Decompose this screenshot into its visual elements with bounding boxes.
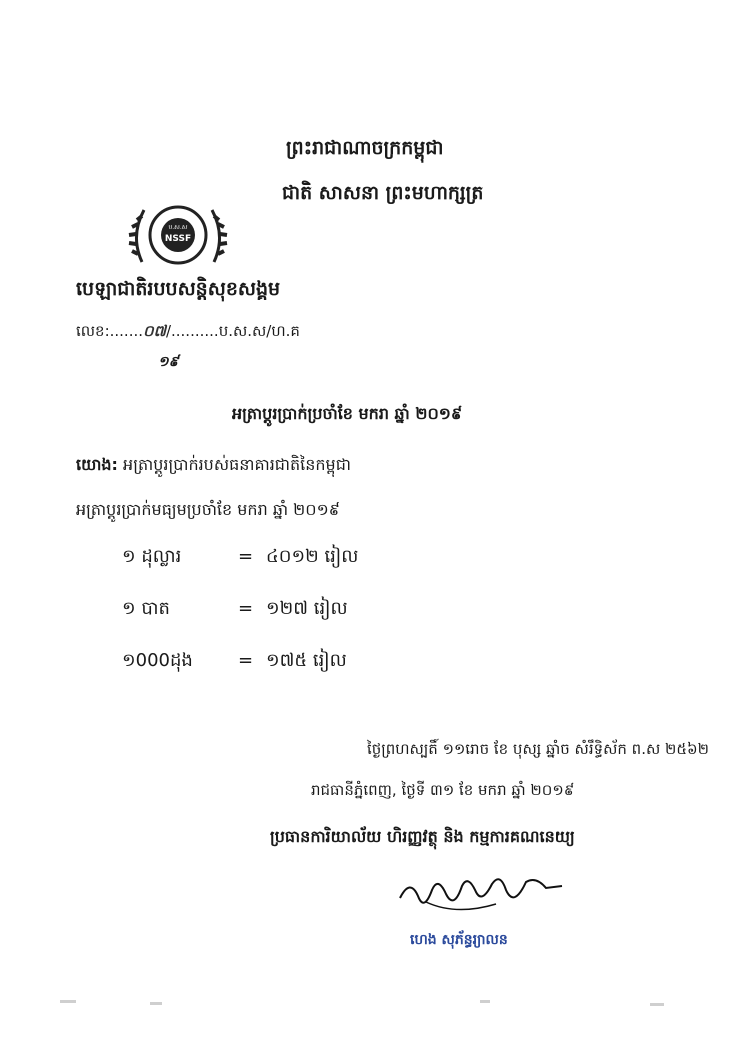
- rate-row-dollar: [122, 544, 358, 571]
- logo-text-bottom: NSSF: [164, 234, 192, 244]
- reference-dots-1: .......: [109, 322, 144, 340]
- basis-lead: យោង:: [76, 455, 118, 474]
- rate-currency: ១ បាត: [122, 598, 170, 619]
- reference-suffix: ប.ស.ស/ហ.គ: [218, 322, 300, 340]
- rate-value: ១២៧ រៀល: [266, 598, 348, 619]
- scan-mark: [650, 1003, 664, 1006]
- average-rate-line: អត្រាប្តូរប្រាក់មធ្យមប្រចាំខែ មករា ឆ្នាំ ២០១៩: [76, 500, 341, 519]
- rate-row-baht: [122, 596, 348, 623]
- basis-line: [76, 454, 351, 478]
- rate-value: ៤០១២ រៀល: [266, 546, 359, 567]
- scan-mark: [480, 1000, 490, 1003]
- signer-title: ប្រធានការិយាល័យ ហិរញ្ញវត្ថុ និង កម្មការគណនេយ្យ: [270, 827, 575, 846]
- rate-equals: =: [238, 598, 254, 619]
- reference-dots-2: /..........: [165, 322, 219, 340]
- institution-name: បេឡាជាតិរបបសន្តិសុខសង្គម: [76, 278, 281, 300]
- basis-text: អត្រាប្តូរប្រាក់របស់ធនាគារជាតិនៃកម្ពុជា: [123, 455, 351, 474]
- lunar-date: ថ្ងៃព្រហស្បតិ៍ ១១រោច ខែ បុស្ស ឆ្នាំច សំរឹទ្ធិស័ក ព.ស ២៥៦២: [367, 740, 709, 758]
- rate-value: ១៧៥ រៀល: [266, 650, 347, 671]
- reference-prefix: លេខ:: [76, 322, 110, 340]
- reference-handwritten-number: ០៧: [143, 322, 166, 340]
- stamp-name: ហេង សុភ័ន្ធរ្យាលន: [410, 932, 508, 948]
- rate-row-dong: [122, 648, 347, 675]
- place-and-date: រាជធានីភ្នំពេញ, ថ្ងៃទី ៣១ ខែ មករា ឆ្នាំ ២០១៩: [311, 781, 575, 799]
- scan-mark: [60, 1000, 76, 1003]
- reference-handwritten-sub: ១៩: [158, 354, 179, 370]
- rate-currency: ១000ដុង: [122, 650, 193, 671]
- rate-equals: =: [238, 546, 254, 567]
- scan-mark: [150, 1002, 162, 1005]
- nssf-logo: [124, 196, 232, 272]
- kingdom-heading: ព្រះរាជាណាចក្រកម្ពុជា: [286, 137, 444, 159]
- rate-currency: ១ ដុល្លារ: [122, 546, 182, 567]
- reference-number: [76, 322, 300, 370]
- document-title: អត្រាប្តូរប្រាក់ប្រចាំខែ មករា ឆ្នាំ ២០១៩: [232, 404, 463, 423]
- handwritten-signature: [396, 868, 566, 928]
- logo-text-top: ប.ស.ស: [168, 224, 188, 231]
- national-motto: ជាតិ សាសនា ព្រះមហាក្សត្រ: [282, 182, 484, 204]
- rate-equals: =: [238, 650, 254, 671]
